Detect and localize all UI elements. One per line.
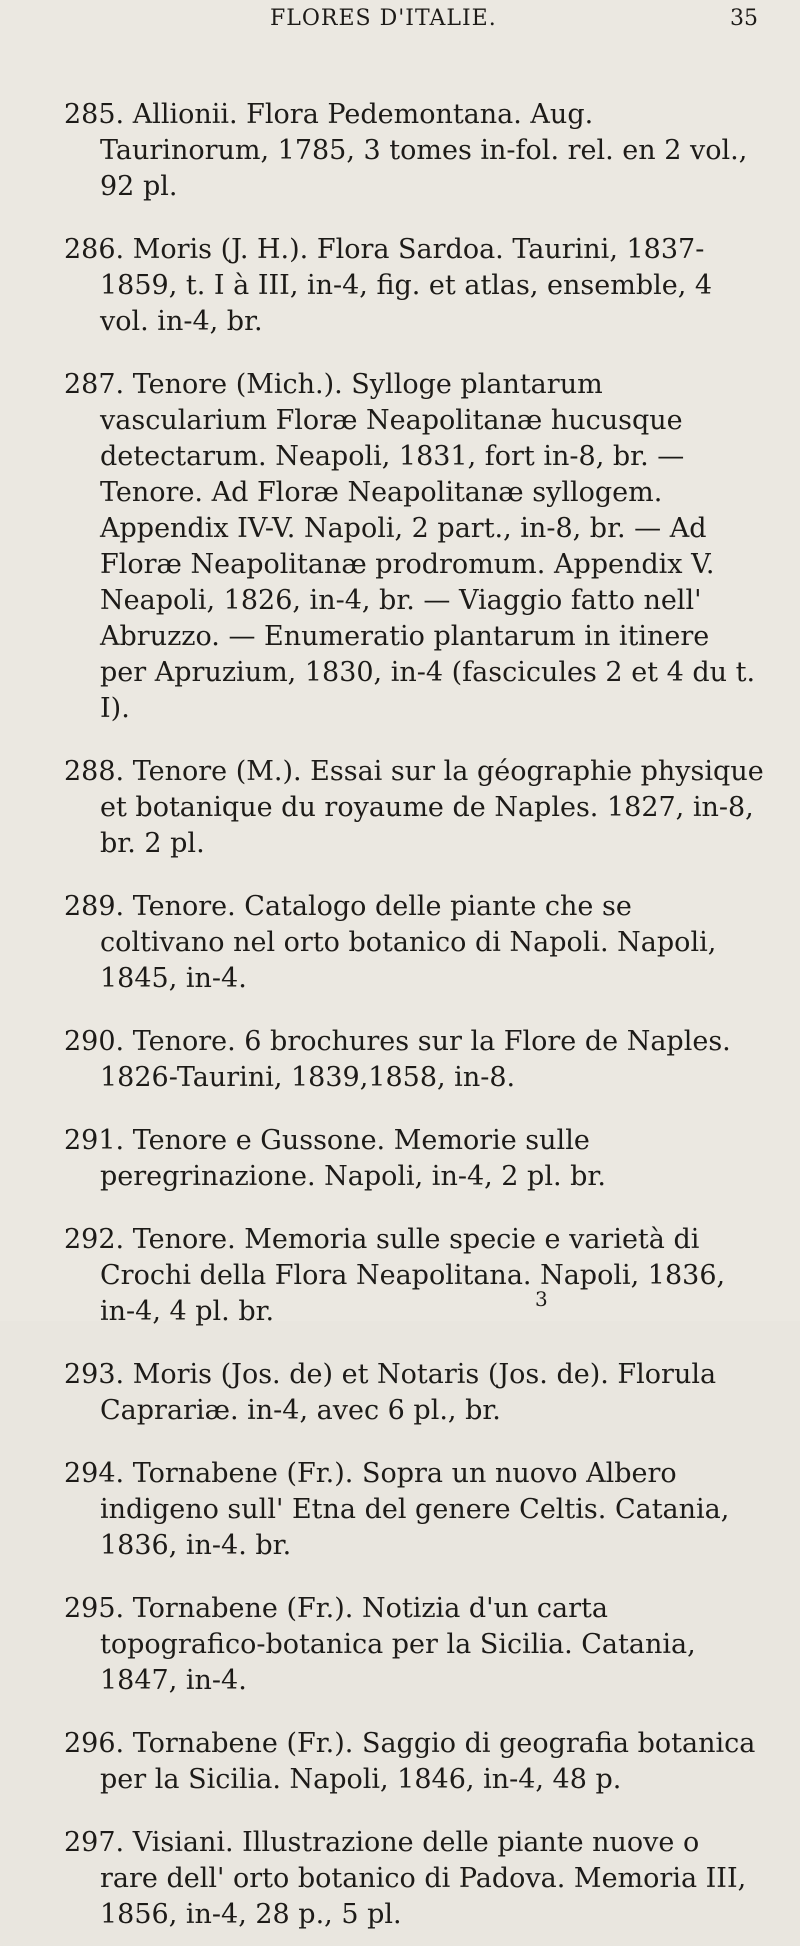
catalog-entries bbox=[64, 70, 764, 1946]
page-number: 35 bbox=[730, 6, 758, 31]
running-title: FLORES D'ITALIE. bbox=[270, 6, 497, 31]
catalog-entry-297: 297. Visiani. Illustrazione delle piante nuove o rare dell' orto botanico di Padova. Memoria III, 1856, in-4, 28 p., 5 pl. bbox=[64, 1827, 747, 1930]
catalog-entry-286: 286. Moris (J. H.). Flora Sardoa. Taurini, 1837-1859, t. I à III, in-4, fig. et atlas, ensemble, 4 vol. in-4, br. bbox=[64, 234, 713, 337]
catalog-entry-287: 287. Tenore (Mich.). Sylloge plantarum vascularium Floræ Neapolitanæ hucusque detectarum. Neapoli, 1831, fort in-8, br. — Tenore. Ad Floræ Neapolitanæ syllogem. Appendix IV-V. Napoli, 2 part., in-8, br. — Ad Floræ Neapolitanæ prodromum. Appendix V. Neapoli, 1826, in-4, br. — Viaggio fatto nell' Abruzzo. — Enumeratio plantarum in itinere per Apruzium, 1830, in-4 (fascicules 2 et 4 du t. I). bbox=[64, 369, 756, 724]
catalog-entry-294: 294. Tornabene (Fr.). Sopra un nuovo Albero indigeno sull' Etna del genere Celtis. Catania, 1836, in-4. br. bbox=[64, 1458, 730, 1561]
catalog-entry-289: 289. Tenore. Catalogo delle piante che se coltivano nel orto botanico di Napoli. Napoli, 1845, in-4. bbox=[64, 891, 717, 994]
catalog-entry-290: 290. Tenore. 6 brochures sur la Flore de Naples. 1826-Taurini, 1839,1858, in-8. bbox=[64, 1026, 731, 1093]
page-header bbox=[0, 4, 800, 38]
catalog-entry-295: 295. Tornabene (Fr.). Notizia d'un carta topografico-botanica per la Sicilia. Catania, 1847, in-4. bbox=[64, 1593, 696, 1696]
catalog-entry-291: 291. Tenore e Gussone. Memorie sulle peregrinazione. Napoli, in-4, 2 pl. br. bbox=[64, 1125, 606, 1192]
catalog-entry-288: 288. Tenore (M.). Essai sur la géographie physique et botanique du royaume de Naples. 1827, in-8, br. 2 pl. bbox=[64, 756, 764, 859]
signature-mark: 3 bbox=[535, 1287, 548, 1311]
catalog-entry-292: 292. Tenore. Memoria sulle specie e varietà di Crochi della Flora Neapolitana. Napoli, 1836, in-4, 4 pl. br. bbox=[64, 1224, 726, 1327]
catalog-entry-293: 293. Moris (Jos. de) et Notaris (Jos. de). Florula Caprariæ. in-4, avec 6 pl., br. bbox=[64, 1359, 717, 1426]
catalog-entry-296: 296. Tornabene (Fr.). Saggio di geografia botanica per la Sicilia. Napoli, 1846, in-4, 48 p. bbox=[64, 1728, 756, 1795]
catalog-entry-285: 285. Allionii. Flora Pedemontana. Aug. Taurinorum, 1785, 3 tomes in-fol. rel. en 2 vol., 92 pl. bbox=[64, 99, 748, 202]
